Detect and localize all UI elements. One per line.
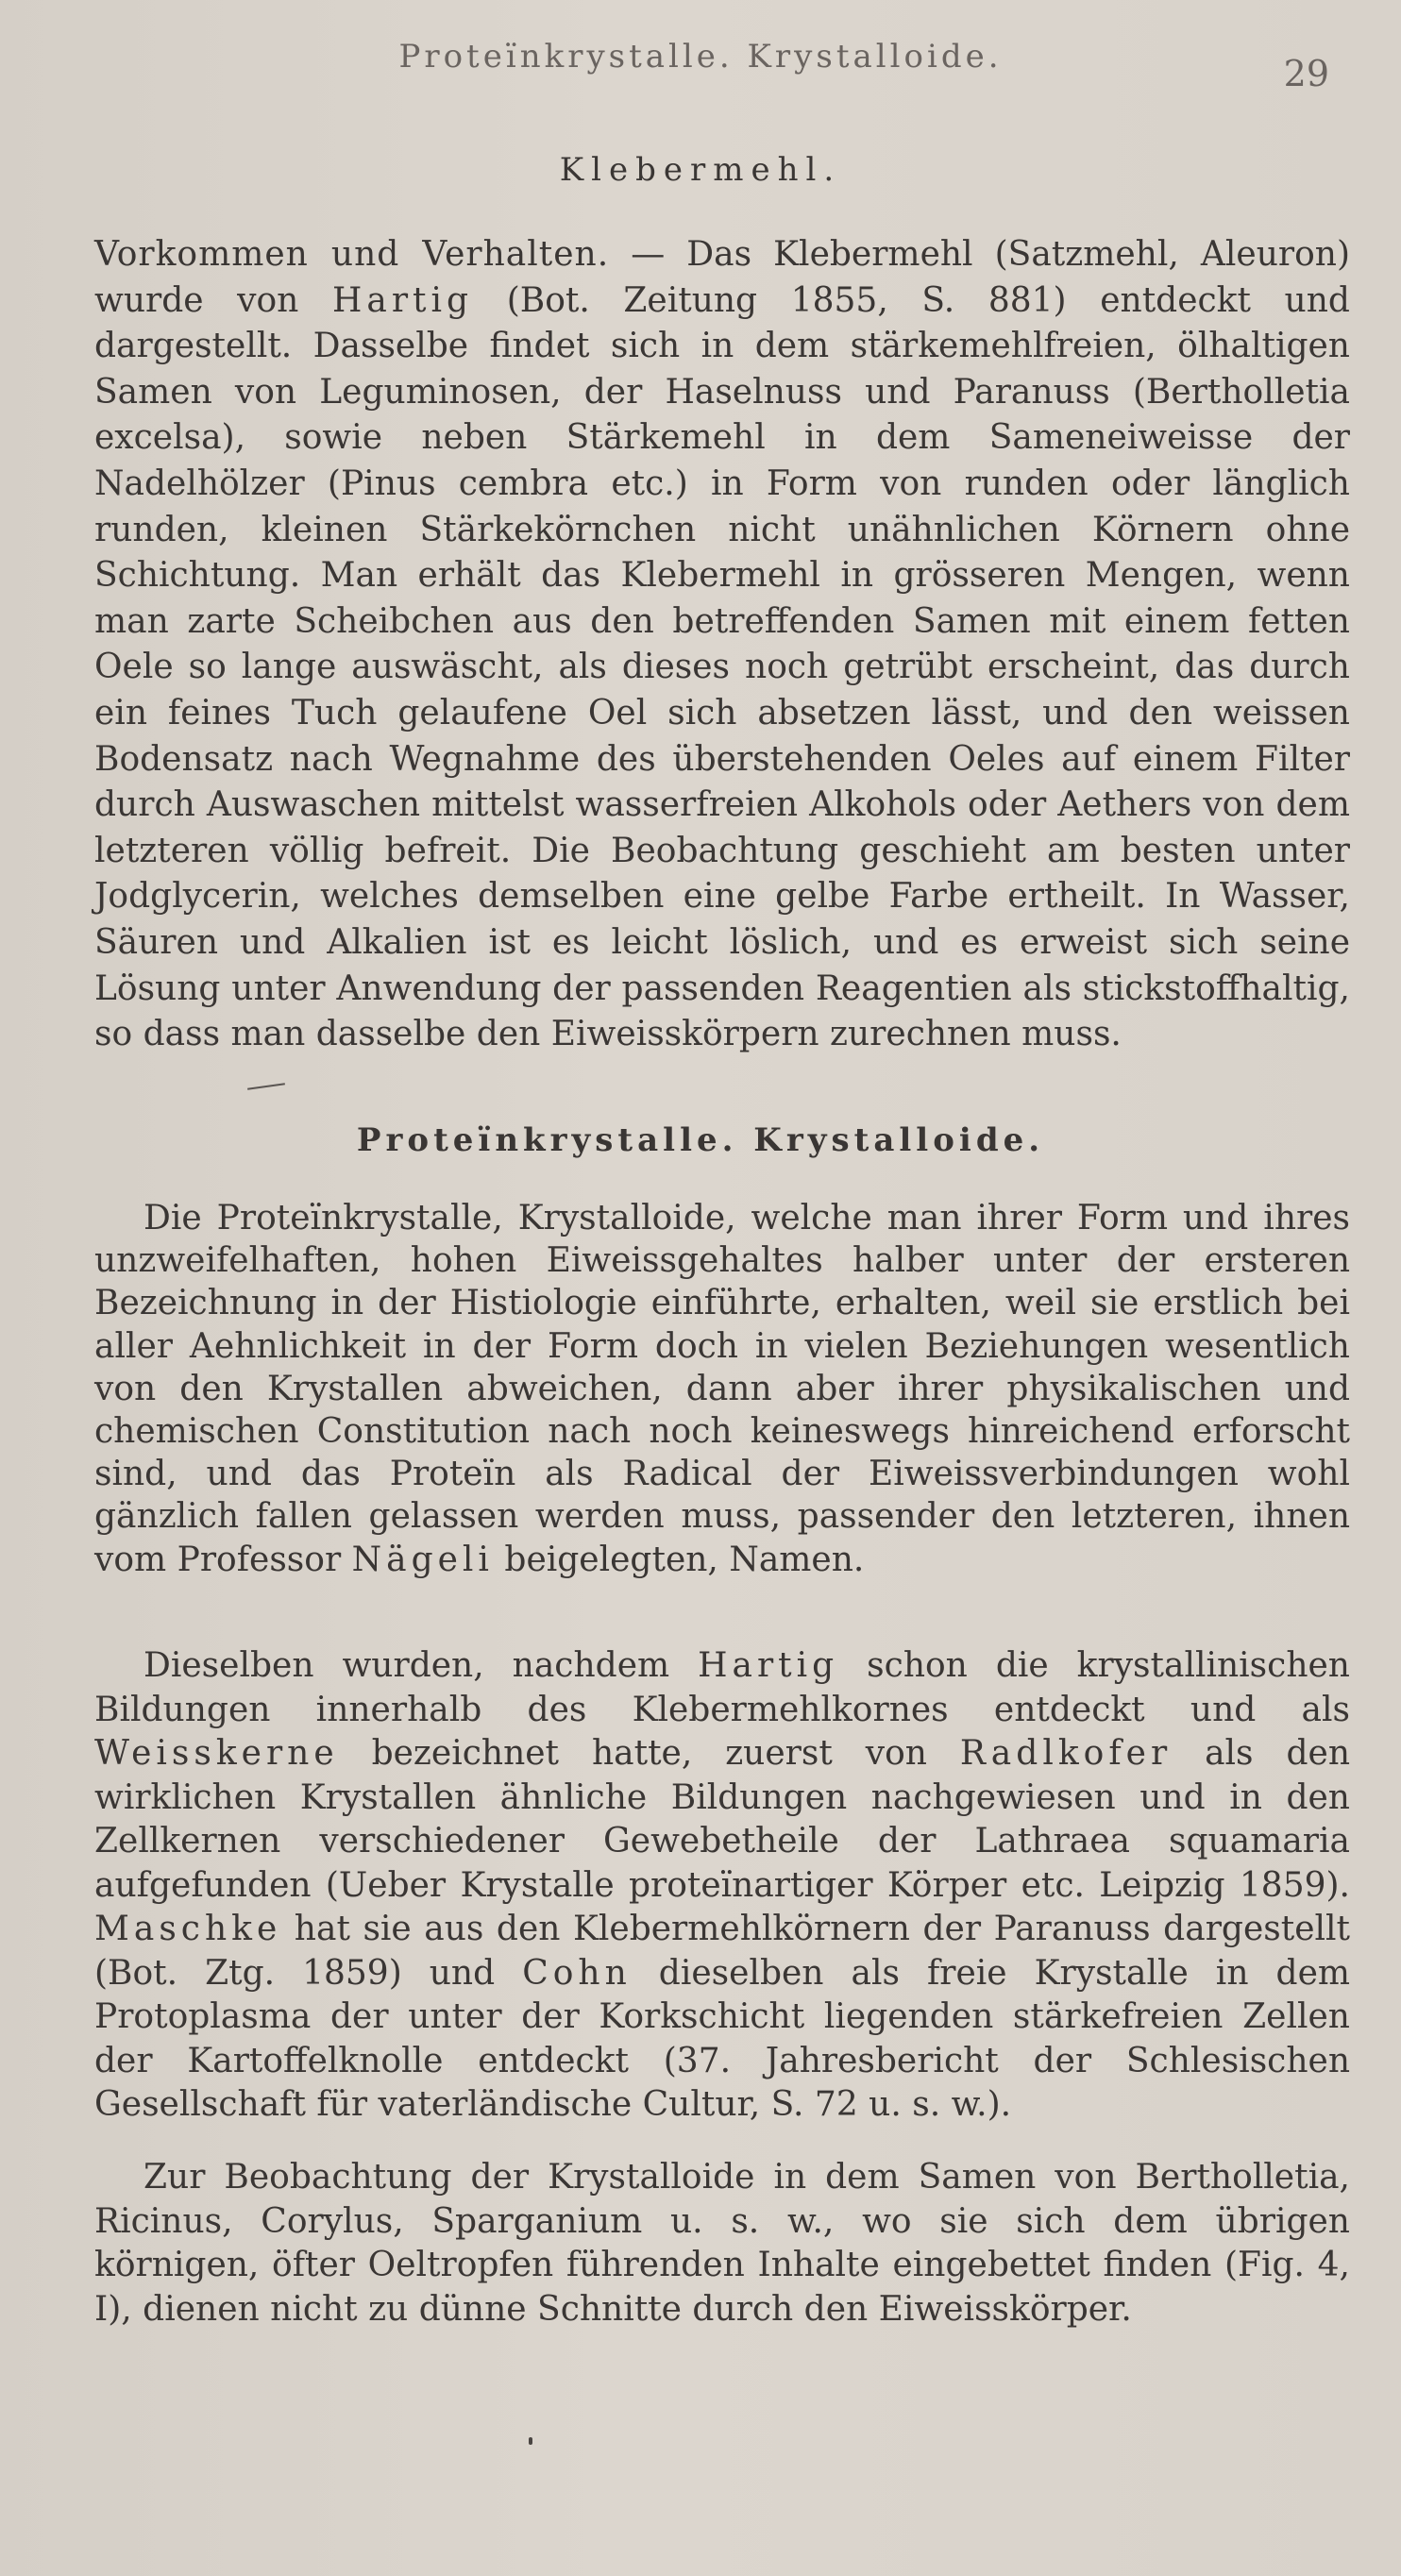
paragraph-klebermehl	[94, 232, 1350, 1058]
paragraph-text: (Bot. Zeitung 1855, S. 881) entdeckt und dargestellt. Dasselbe findet sich in dem stärkemehlfreien, ölhaltigen Samen von Leguminosen, der Haselnuss und Paranuss (Bertholletia excelsa), sowie neben Stärkemehl in dem Sameneiweisse der Nadelhölzer (Pinus cembra etc.) in Form von runden oder länglich runden, kleinen Stärkekörnchen nicht unähnlichen Körnern ohne Schichtung. Man erhält das Klebermehl in grösseren Mengen, wenn man zarte Scheibchen aus den betreffenden Samen mit einem fetten Oele so lange auswäscht, als dieses noch getrübt erscheint, das durch ein feines Tuch gelaufene Oel sich absetzen lässt, und den weissen Bodensatz nach Wegnahme des überstehenden Oeles auf einem Filter durch Auswaschen mittelst wasserfreien Alkohols oder Aethers von dem letzteren völlig befreit. Die Beobachtung geschieht am besten unter Jodglycerin, welches demselben eine gelbe Farbe ertheilt. In Wasser, Säuren und Alkalien ist es leicht löslich, und es erweist sich seine Lösung unter Anwendung der passenden Reagentien als stickstoffhaltig, so dass man dasselbe den Eiweisskörpern zurechnen muss.	[94, 280, 1350, 1054]
author-name: Cohn	[522, 1953, 632, 1993]
paragraph-text: Zur Beobachtung der Krystalloide in dem Samen von Bertholletia, Ricinus, Corylus, Sparganium u. s. w., wo sie sich dem übrigen körnigen, öfter Oeltropfen führenden Inhalte eingebettet finden (Fig. 4, I), dienen nicht zu dünne Schnitte durch den Eiweisskörper.	[94, 2158, 1350, 2329]
author-name: Nägeli	[351, 1540, 494, 1579]
paragraph-lead: Vorkommen und Verhalten.	[94, 235, 610, 274]
running-head: Proteïnkrystalle. Krystalloide.	[398, 38, 1003, 76]
author-name: Maschke	[94, 1910, 282, 1948]
paragraph-proteinkrystalle-2	[94, 1644, 1350, 2128]
term-name: Weisskerne	[94, 1734, 339, 1773]
paragraph-text: beigelegten, Namen.	[493, 1540, 865, 1579]
paragraph-text: bezeichnet hatte, zuerst von	[338, 1734, 960, 1773]
paragraph-text: schon die krystallinischen Bildungen innerhalb des Klebermehlkornes entdeckt und als	[94, 1646, 1350, 1729]
paragraph-text: als den wirklichen Krystallen ähnliche Bildungen nachgewiesen und in den Zellkernen verschiedener Gewebetheile der Lathraea squamaria aufgefunden (Ueber Krystalle proteïnartiger Körper etc. Leipzig 1859).	[94, 1734, 1350, 1905]
paragraph-text: dieselben als freie Krystalle in dem Protoplasma der unter der Korkschicht liegenden stärkefreien Zellen der Kartoffelknolle entdeckt (37. Jahresbericht der Schlesischen Gesellschaft für vaterländische Cultur, S. 72 u. s. w.).	[94, 1953, 1351, 2124]
paragraph-text: hat sie aus den Klebermehlkörnern der Paranuss dargestellt (Bot. Ztg. 1859) und	[94, 1910, 1350, 1993]
paragraph-proteinkrystalle-1	[94, 1197, 1350, 1581]
author-name: Hartig	[698, 1646, 839, 1685]
paragraph-proteinkrystalle-3	[94, 2156, 1350, 2332]
section-title-proteinkrystalle: Proteïnkrystalle. Krystalloide.	[356, 1121, 1045, 1159]
paragraph-text: Dieselben wurden, nachdem	[143, 1646, 699, 1685]
page-number: 29	[1283, 53, 1329, 94]
section-title-klebermehl: Klebermehl.	[559, 151, 842, 189]
ink-mark	[247, 1083, 285, 1090]
paragraph-text: — Das Klebermehl (Satzmehl, Aleuron) wurde von	[94, 235, 1351, 320]
ink-speck	[529, 2437, 532, 2445]
paragraph-text: Die Proteïnkrystalle, Krystalloide, welche man ihrer Form und ihres unzweifelhaften, hohen Eiweissgehaltes halber unter der ersteren Bezeichnung in der Histiologie einführte, erhalten, weil sie erstlich bei aller Aehnlichkeit in der Form doch in vielen Beziehungen wesentlich von den Krystallen abweichen, dann aber ihrer physikalischen und chemischen Constitution nach noch keineswegs hinreichend erforscht sind, und das Proteïn als Radical der Eiweissverbindungen wohl gänzlich fallen gelassen werden muss, passender den letzteren, ihnen vom Professor	[94, 1199, 1350, 1579]
author-name: Radlkofer	[959, 1734, 1173, 1773]
author-name: Hartig	[331, 280, 474, 320]
